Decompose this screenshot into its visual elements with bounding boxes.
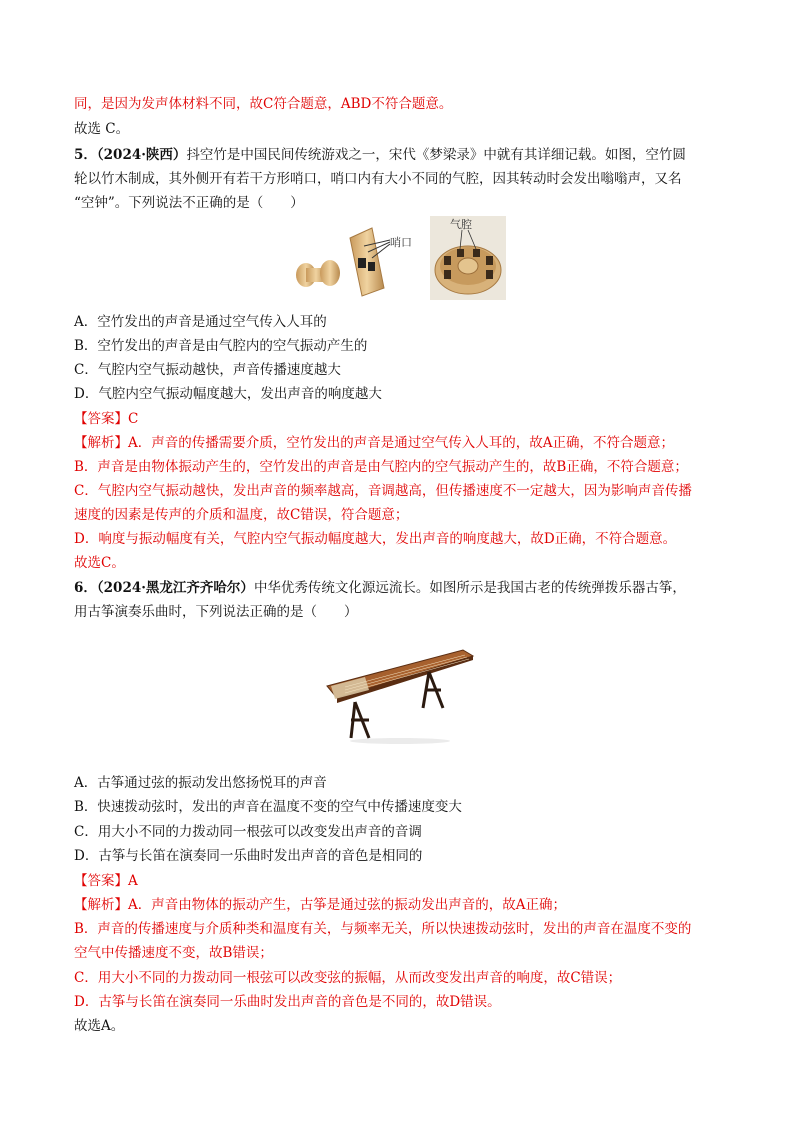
q5-stem-line3: “空钟”。下列说法不正确的是（ ） <box>74 195 304 211</box>
q6-option-b: B．快速拨动弦时，发出的声音在温度不变的空气中传播速度变大 <box>74 799 462 815</box>
q6-analysis-2: B．声音的传播速度与介质种类和温度有关，与频率无关，所以快速拨动弦时，发出的声音在温度不变的 <box>74 921 692 937</box>
q5-analysis-3: C．气腔内空气振动越快，发出声音的频率越高，音调越高，但传播速度不一定越大，因为影响声音传播 <box>74 483 692 499</box>
q6-number: 6． <box>74 580 97 596</box>
q5-option-c: C．气腔内空气振动越快，声音传播速度越大 <box>74 362 341 378</box>
q5-number: 5． <box>74 147 97 163</box>
kongzhu-top-figure <box>430 216 506 300</box>
cavity-label: 气腔 <box>450 218 472 231</box>
q5-choose: 故选C。 <box>74 555 125 571</box>
q5-analysis-4: 速度的因素是传声的介质和温度，故C错误，符合题意； <box>74 507 409 523</box>
whistle-label: 哨口 <box>390 236 412 249</box>
q6-stem-line2: 用古筝演奏乐曲时，下列说法正确的是（ ） <box>74 604 358 620</box>
q6-analysis-5: D．古筝与长笛在演奏同一乐曲时发出声音的音色是不同的，故D错误。 <box>74 994 501 1010</box>
kongzhu-side-figure <box>292 218 417 298</box>
q6-analysis-3: 空气中传播速度不变，故B错误； <box>74 945 273 961</box>
q5-analysis-2: B．声音是由物体振动产生的，空竹发出的声音是由气腔内的空气振动产生的，故B正确，不符合题意； <box>74 459 688 475</box>
q5-stem-line2: 轮以竹木制成，其外侧开有若干方形哨口，哨口内有大小不同的气腔，因其转动时会发出嗡嗡声，又名 <box>74 171 682 187</box>
prev-analysis-tail: 同，是因为发声体材料不同，故C符合题意，ABD不符合题意。 <box>74 96 453 112</box>
q6-choose: 故选A。 <box>74 1018 125 1034</box>
q5-text1: 抖空竹是中国民间传统游戏之一，宋代《梦梁录》中就有其详细记载。如图，空竹圆 <box>186 147 686 163</box>
q6-option-a: A．古筝通过弦的振动发出悠扬悦耳的声音 <box>74 775 327 791</box>
q6-analysis-1: 【解析】A．声音由物体的振动产生，古筝是通过弦的振动发出声音的，故A正确； <box>74 897 566 913</box>
q6-text1: 中华优秀传统文化源远流长。如图所示是我国古老的传统弹拨乐器古筝， <box>253 580 686 596</box>
q5-answer: 【答案】C <box>74 411 139 427</box>
q5-stem-line1 <box>74 145 686 165</box>
guzheng-figure <box>325 642 477 744</box>
q5-analysis-5: D．响度与振动幅度有关，气腔内空气振动幅度越大，发出声音的响度越大，故D正确，不符合题意。 <box>74 531 677 547</box>
q5-source: （2024·陕西） <box>96 147 187 163</box>
q5-option-b: B．空竹发出的声音是由气腔内的空气振动产生的 <box>74 338 368 354</box>
q6-answer: 【答案】A <box>74 873 138 889</box>
q6-option-c: C．用大小不同的力拨动同一根弦可以改变发出声音的音调 <box>74 824 422 840</box>
q5-analysis-1: 【解析】A．声音的传播需要介质，空竹发出的声音是通过空气传入人耳的，故A正确，不符合题意； <box>74 435 674 451</box>
q5-option-d: D．气腔内空气振动幅度越大，发出声音的响度越大 <box>74 386 382 402</box>
q5-option-a: A．空竹发出的声音是通过空气传入人耳的 <box>74 314 327 330</box>
q6-analysis-4: C．用大小不同的力拨动同一根弦可以改变弦的振幅，从而改变发出声音的响度，故C错误； <box>74 970 622 986</box>
prev-choose: 故选 C。 <box>74 121 130 137</box>
q6-stem-line1 <box>74 578 686 598</box>
q6-option-d: D．古筝与长笛在演奏同一乐曲时发出声音的音色是相同的 <box>74 848 423 864</box>
q6-source: （2024·黑龙江齐齐哈尔） <box>96 580 254 596</box>
